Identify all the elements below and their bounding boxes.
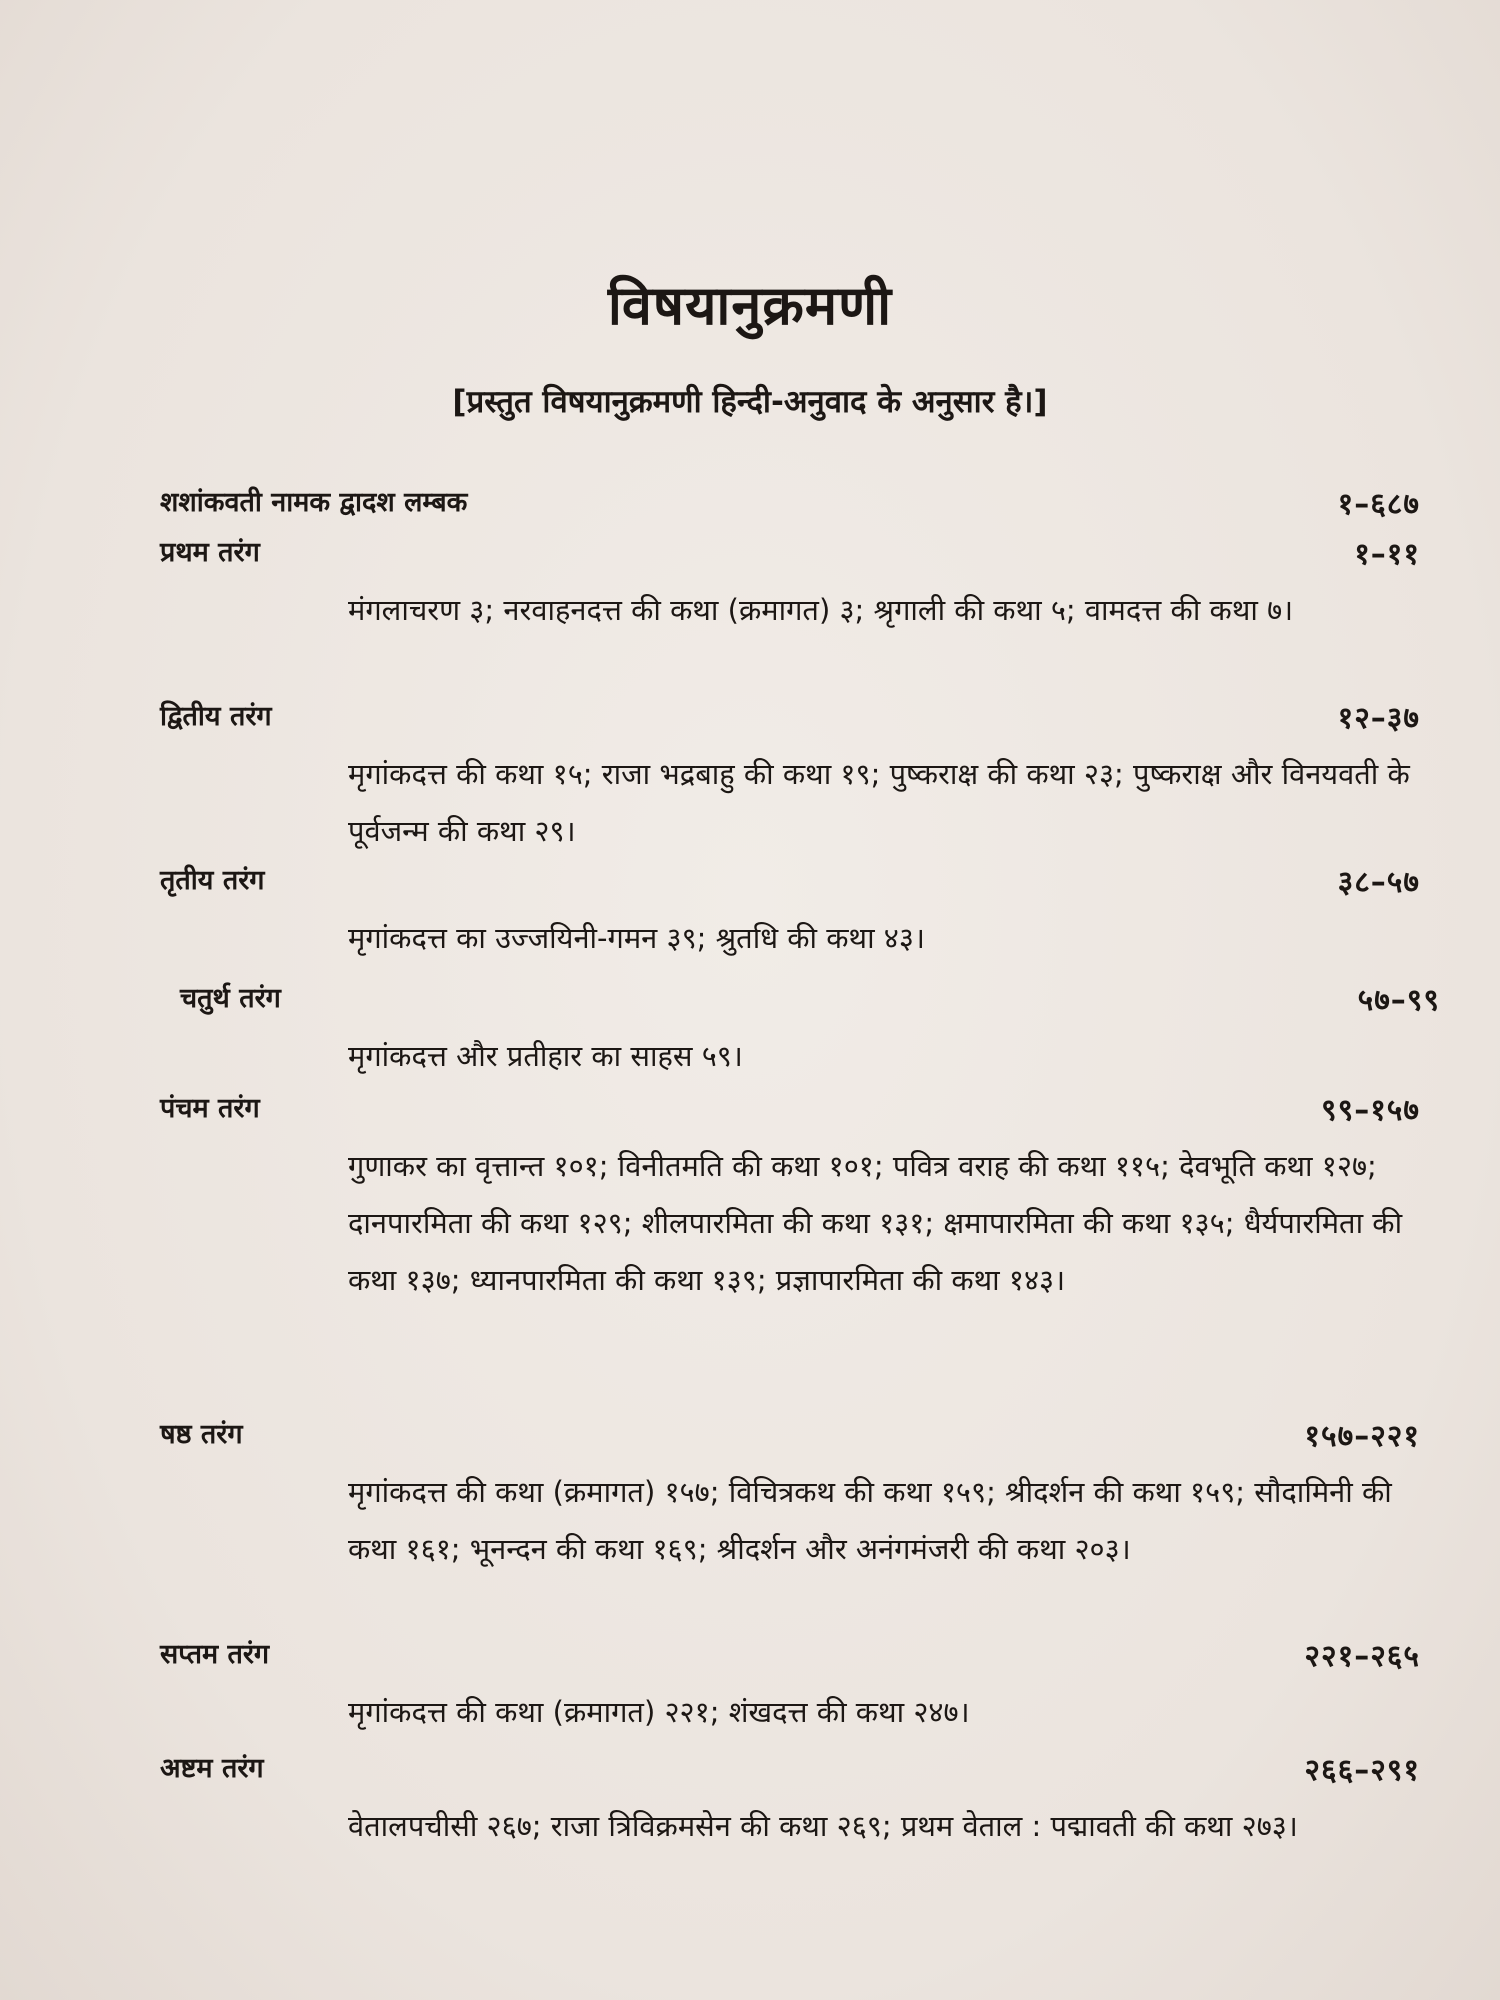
section-contents: मृगांकदत्त का उज्जयिनी-गमन ३९; श्रुतधि की कथा ४३। [348,921,925,955]
section-6 [160,1414,1420,1578]
book-heading [160,482,1420,526]
section-name: चतुर्थ तरंग [180,983,281,1014]
section-contents: वेतालपचीसी २६७; राजा त्रिविक्रमसेन की कथा २६९; प्रथम वेताल : पद्मावती की कथा २७३। [348,1809,1298,1843]
section-name: तृतीय तरंग [160,865,265,896]
section-pages: १५७–२२१ [1304,1419,1420,1454]
section-pages: ५७–९९ [1357,983,1440,1018]
book-name: शशांकवती नामक द्वादश लम्बक [160,487,468,518]
section-contents: मृगांकदत्त की कथा (क्रमागत) २२१; शंखदत्त की कथा २४७। [348,1695,970,1729]
page-subtitle: [प्रस्तुत विषयानुक्रमणी हिन्दी-अनुवाद के अनुसार है।] [452,384,1048,420]
section-3 [160,860,1420,967]
section-name: सप्तम तरंग [160,1639,270,1670]
section-7 [160,1634,1420,1741]
section-pages: १२–३७ [1337,701,1420,736]
section-5 [160,1088,1420,1309]
section-contents: गुणाकर का वृत्तान्त १०१; विनीतमति की कथा १०१; पवित्र वराह की कथा ११५; देवभूति कथा १२७; दानपारमिता की कथा १२९; शीलपारमिता की कथा १३१; क्षमापारमिता की कथा १३५; धैर्यपारमिता की कथा १३७; ध्यानपारमिता की कथा १३९; प्रज्ञापारमिता की कथा १४३। [348,1149,1403,1297]
section-4 [160,978,1440,1085]
section-name: पंचम तरंग [160,1093,260,1124]
section-name: अष्टम तरंग [160,1753,264,1784]
section-name: षष्ठ तरंग [160,1419,243,1450]
section-1 [160,532,1420,639]
section-pages: २६६–२९१ [1304,1753,1420,1788]
section-pages: १–११ [1354,537,1420,572]
page-title: विषयानुक्रमणी [607,274,893,337]
section-pages: ३८–५७ [1337,865,1420,900]
book-pages: १–६८७ [1337,487,1420,522]
section-2 [160,696,1420,860]
section-name: प्रथम तरंग [160,537,260,568]
section-name: द्वितीय तरंग [160,701,272,732]
section-contents: मंगलाचरण ३; नरवाहनदत्त की कथा (क्रमागत) ३; श्रृगाली की कथा ५; वामदत्त की कथा ७। [348,593,1294,627]
section-pages: ९९–१५७ [1321,1093,1420,1128]
section-pages: २२१–२६५ [1304,1639,1420,1674]
section-contents: मृगांकदत्त की कथा १५; राजा भद्रबाहु की कथा १९; पुष्कराक्ष की कथा २३; पुष्कराक्ष और विनयवती के पूर्वजन्म की कथा २९। [348,757,1410,848]
section-contents: मृगांकदत्त की कथा (क्रमागत) १५७; विचित्रकथ की कथा १५९; श्रीदर्शन की कथा १५९; सौदामिनी की कथा १६१; भूनन्दन की कथा १६९; श्रीदर्शन और अनंगमंजरी की कथा २०३। [348,1475,1392,1566]
section-8 [160,1748,1420,1855]
section-contents: मृगांकदत्त और प्रतीहार का साहस ५९। [348,1039,743,1073]
